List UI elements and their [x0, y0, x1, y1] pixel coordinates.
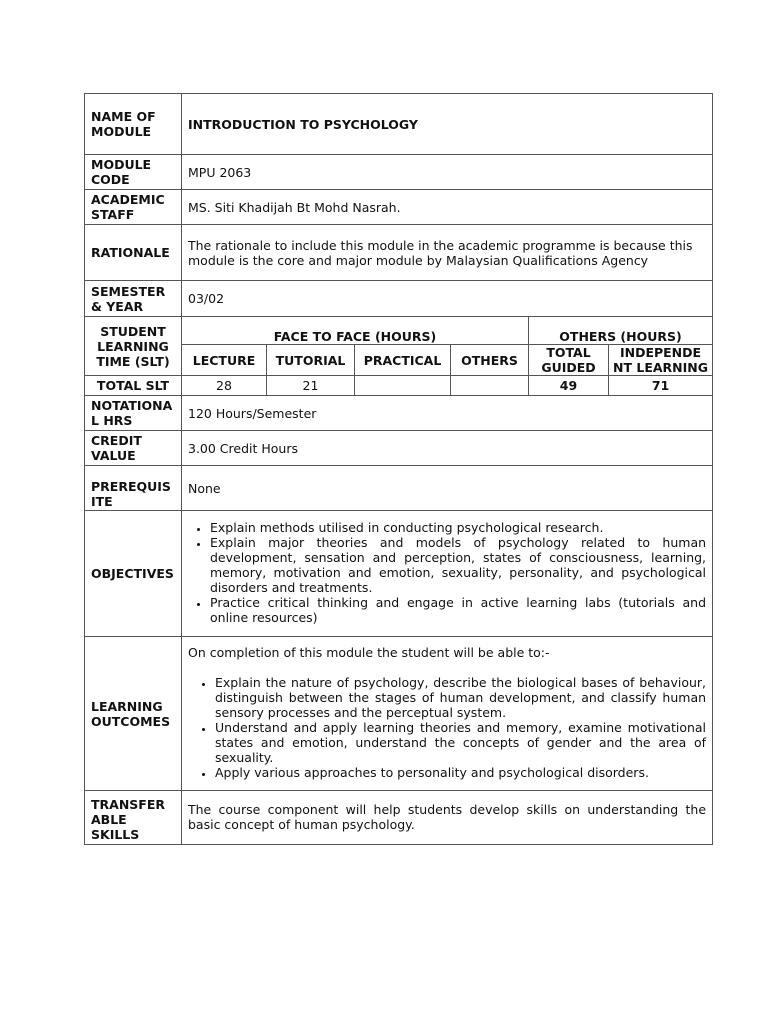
- objectives-list: [188, 520, 706, 625]
- notional-value: 120 Hours/Semester: [182, 396, 713, 431]
- col-lecture: LECTURE: [182, 345, 267, 376]
- module-name-label: NAME OF MODULE: [85, 94, 182, 155]
- prerequisite-value: None: [182, 466, 713, 511]
- col-practical: PRACTICAL: [355, 345, 451, 376]
- row-module-name: [85, 94, 713, 155]
- total-tutorial: 21: [267, 376, 355, 396]
- row-module-code: [85, 155, 713, 190]
- semester-value: 03/02: [182, 281, 713, 317]
- prerequisite-label: PREREQUIS ITE: [85, 466, 182, 511]
- learning-outcomes-list: [188, 675, 706, 780]
- credit-label: CREDIT VALUE: [85, 431, 182, 466]
- credit-value: 3.00 Credit Hours: [182, 431, 713, 466]
- total-lecture: 28: [182, 376, 267, 396]
- row-objectives: [85, 511, 713, 637]
- total-others: [451, 376, 529, 396]
- objective-item: • Practice critical thinking and engage in active learning labs (tutorials and online resources): [210, 595, 706, 625]
- row-learning-outcomes: [85, 637, 713, 791]
- learning-outcomes-intro: On completion of this module the student will be able to:-: [188, 645, 550, 660]
- learning-outcome-item: • Understand and apply learning theories and memory, examine motivational states and emotion, understand the concepts of gender and the area of sexuality.: [215, 720, 706, 765]
- notional-label: NOTATIONA L HRS: [85, 396, 182, 431]
- transferable-value: The course component will help students develop skills on understanding the basic concept of human psychology.: [182, 791, 713, 845]
- row-rationale: [85, 225, 713, 281]
- module-name-value: INTRODUCTION TO PSYCHOLOGY: [182, 94, 713, 155]
- transferable-label: TRANSFER ABLE SKILLS: [85, 791, 182, 845]
- module-info-table: [84, 93, 713, 845]
- col-tutorial: TUTORIAL: [267, 345, 355, 376]
- row-total-slt: [85, 376, 713, 396]
- objectives-label: OBJECTIVES: [85, 511, 182, 637]
- row-credit-value: [85, 431, 713, 466]
- learning-outcomes-value: [182, 637, 713, 791]
- col-independent-learning: INDEPENDE NT LEARNING: [609, 345, 713, 376]
- slt-label: STUDENT LEARNING TIME (SLT): [85, 317, 182, 376]
- face-to-face-header: FACE TO FACE (HOURS): [182, 317, 529, 345]
- total-practical: [355, 376, 451, 396]
- row-transferable-skills: [85, 791, 713, 845]
- row-prerequisite: [85, 466, 713, 511]
- total-slt-label: TOTAL SLT: [85, 376, 182, 396]
- row-notional-hours: [85, 396, 713, 431]
- others-hours-header: OTHERS (HOURS): [529, 317, 713, 345]
- row-slt-groups: [85, 317, 713, 345]
- objectives-value: [182, 511, 713, 637]
- objective-item: • Explain methods utilised in conducting psychological research.: [210, 520, 706, 535]
- rationale-label: RATIONALE: [85, 225, 182, 281]
- learning-outcomes-label: LEARNING OUTCOMES: [85, 637, 182, 791]
- learning-outcome-item: • Explain the nature of psychology, describe the biological bases of behaviour, distinguish between the stages of human development, and classify human sensory processes and the perceptual system.: [215, 675, 706, 720]
- academic-staff-label: ACADEMIC STAFF: [85, 190, 182, 225]
- total-guided: 49: [529, 376, 609, 396]
- objective-item: • Explain major theories and models of psychology related to human development, sensation and perception, states of consciousness, learning, memory, motivation and emotion, sexuality, personality, and psychological disorders and treatments.: [210, 535, 706, 595]
- col-others: OTHERS: [451, 345, 529, 376]
- row-semester: [85, 281, 713, 317]
- learning-outcome-item: • Apply various approaches to personality and psychological disorders.: [215, 765, 706, 780]
- total-independent: 71: [609, 376, 713, 396]
- academic-staff-value: MS. Siti Khadijah Bt Mohd Nasrah.: [182, 190, 713, 225]
- row-academic-staff: [85, 190, 713, 225]
- module-descriptor-document: [84, 93, 712, 845]
- semester-label: SEMESTER & YEAR: [85, 281, 182, 317]
- rationale-value: The rationale to include this module in the academic programme is because this module is the core and major module by Malaysian Qualifications Agency: [182, 225, 713, 281]
- col-total-guided: TOTAL GUIDED: [529, 345, 609, 376]
- module-code-label: MODULE CODE: [85, 155, 182, 190]
- module-code-value: MPU 2063: [182, 155, 713, 190]
